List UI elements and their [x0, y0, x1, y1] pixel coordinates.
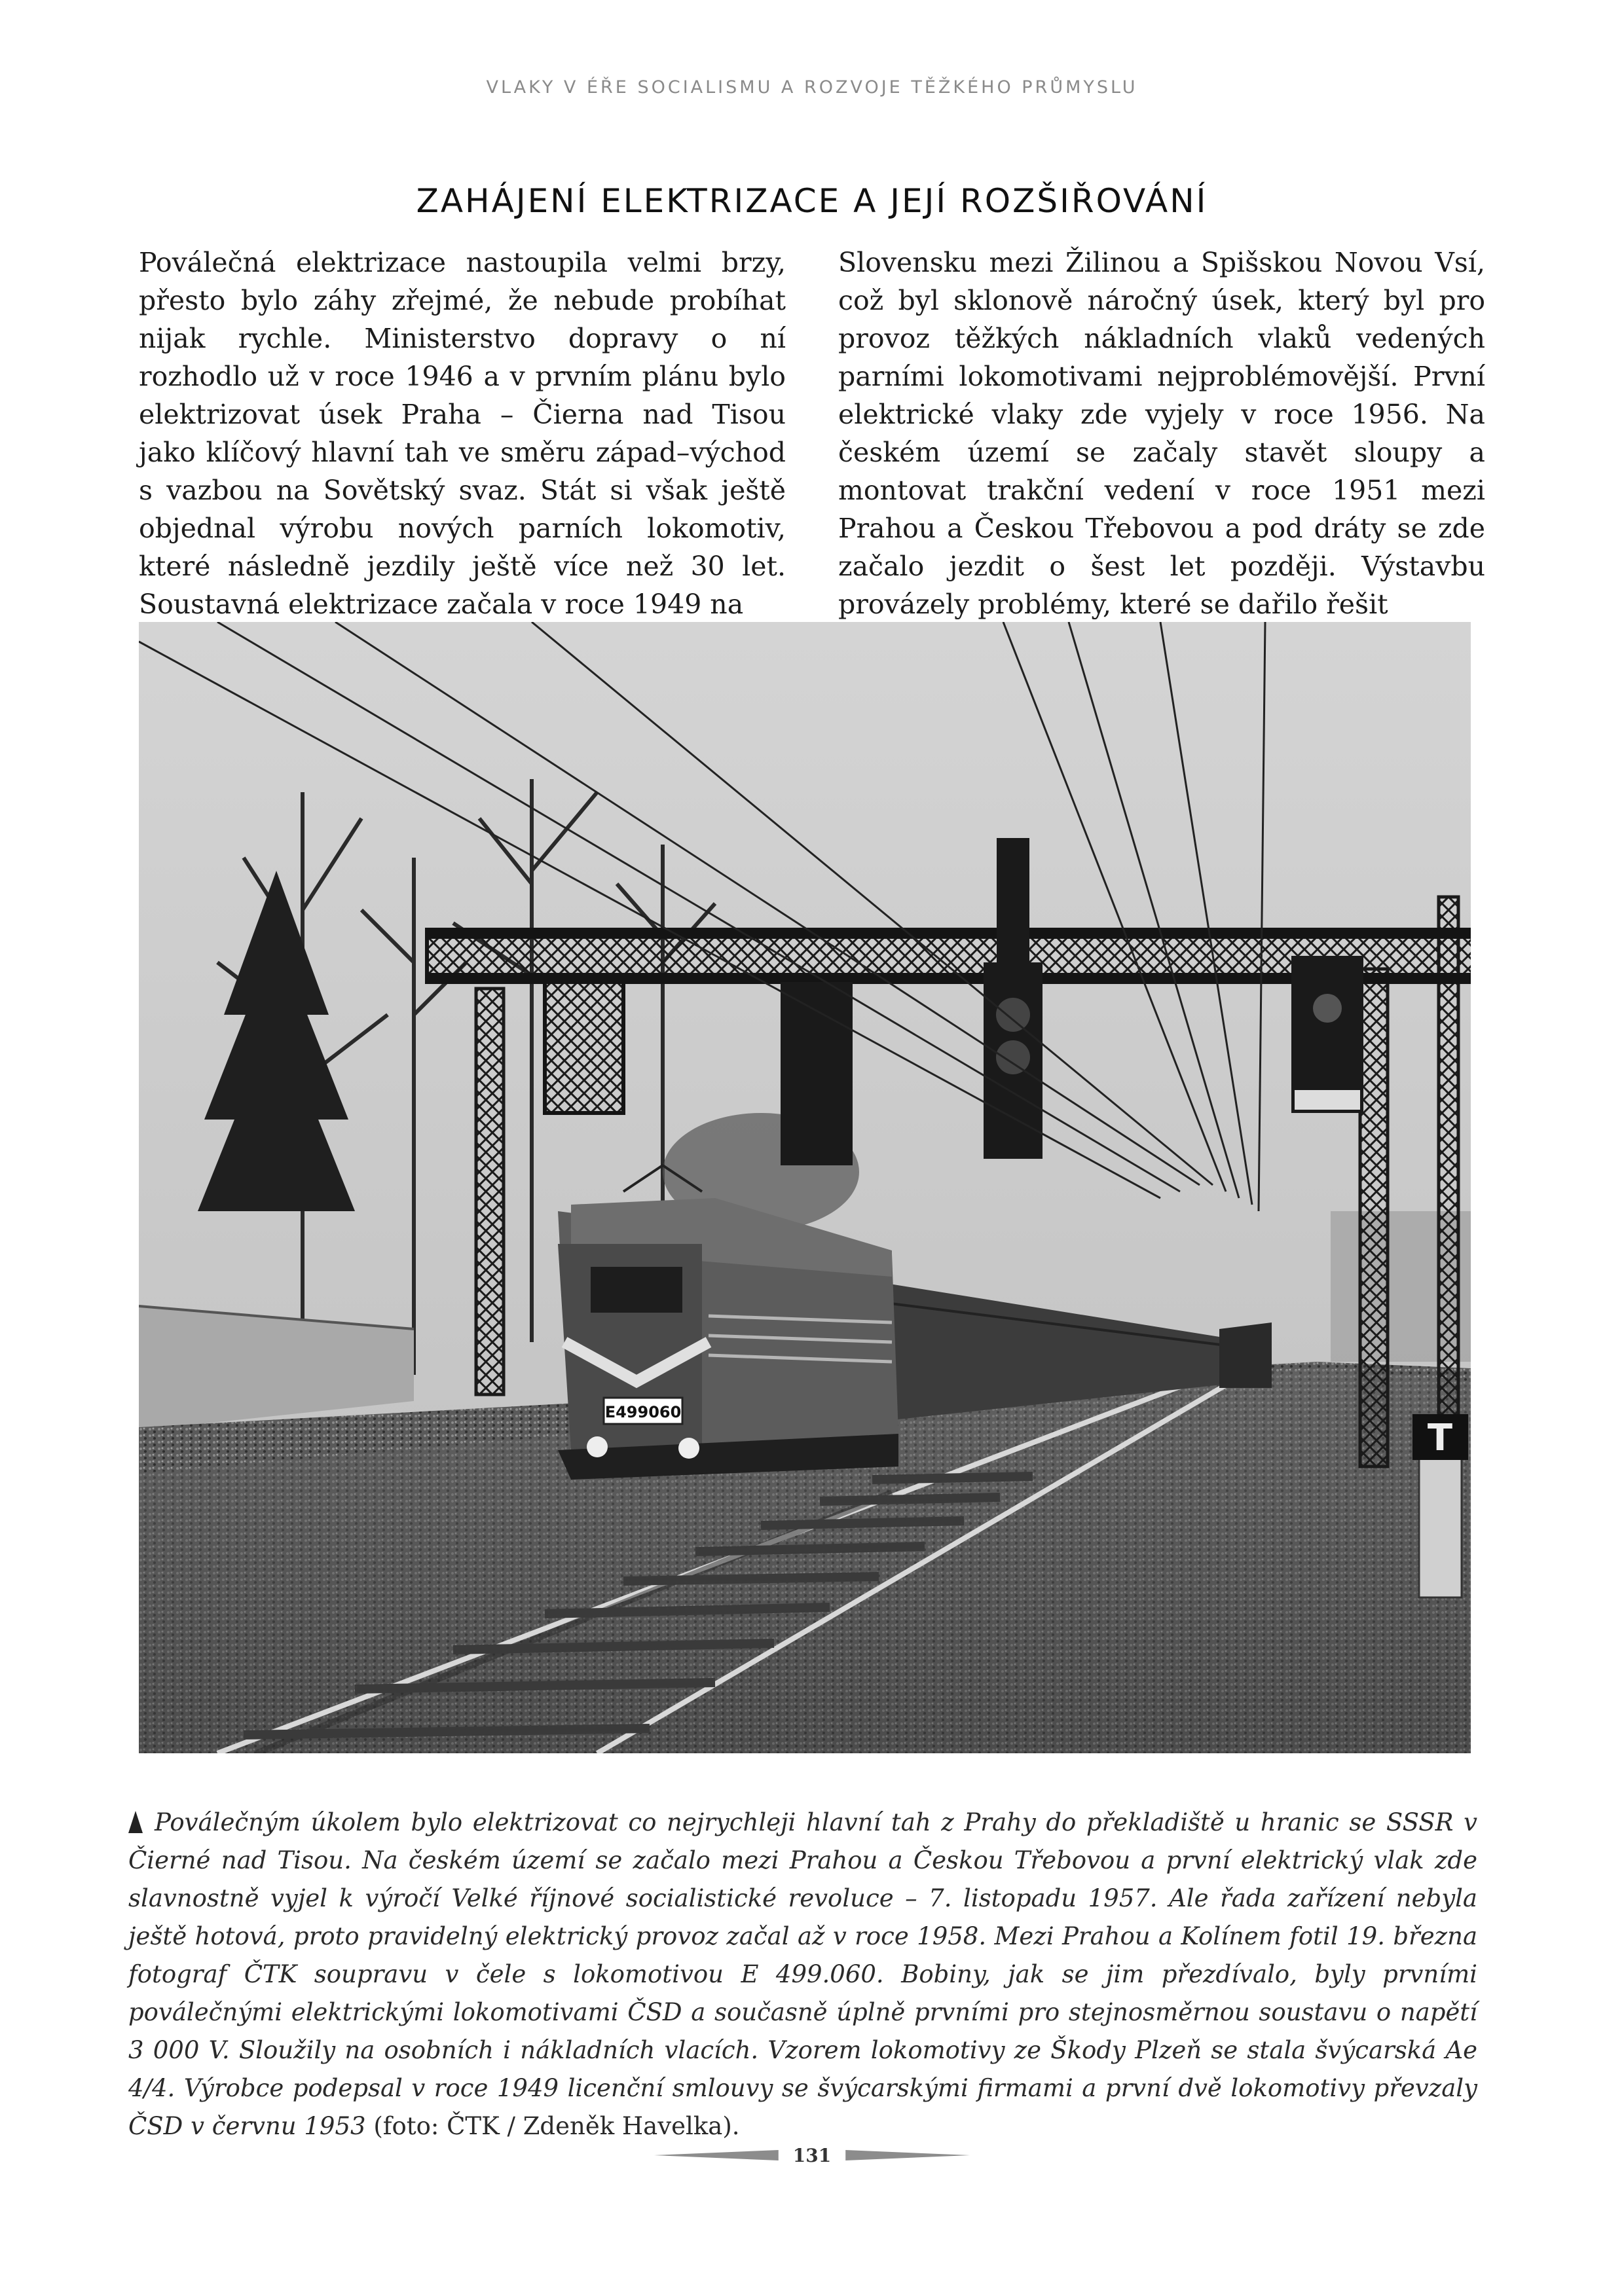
caption-text: Poválečným úkolem bylo elektrizovat co nejrychleji hlavní tah z Prahy do překladiště u hranic se SSSR v Čierné nad Tisou. Na českém území se začalo mezi Prahou a Českou Třebovou a první elektrický vlak zde slavnostně vyjel k výročí Velké říjnové socialistické revoluce – 7. listopadu 1957. Ale řada zařízení nebyla ještě hotová, proto pravidelný elektrický provoz začal až v roce 1958. Mezi Prahou a Kolínem fotil 19. března fotograf ČTK soupravu v čele s lokomotivou E 499.060. Bobiny, jak se jim přezdívalo, byly prvními poválečnými elektrickými lokomotivami ČSD a současně úplně prvními pro stejnosměrnou soustavu o napětí 3 000 V. Sloužily na osobních i nákladních vlacích. Vzorem lokomotivy ze Škody Plzeň se stala švýcarská Ae 4/4. Výrobce podepsal v roce 1949 licenční smlouvy se švýcarskými firmami a první dvě lokomotivy převzaly ČSD v červnu 1953: [128, 1808, 1477, 2140]
page-footer: [0, 2141, 1624, 2170]
photo-caption: [128, 1804, 1477, 2145]
body-text: [139, 244, 1485, 620]
folio-ornament-left: [654, 2150, 779, 2160]
folio-ornament-right: [845, 2150, 970, 2160]
trackside-sign: T: [1427, 1417, 1453, 1459]
running-head: VLAKY V ÉŘE SOCIALISMU A ROZVOJE TĚŽKÉHO PRŮMYSLU: [486, 77, 1138, 98]
chapter-title: ZAHÁJENÍ ELEKTRIZACE A JEJÍ ROZŠIŘOVÁNÍ: [416, 181, 1208, 220]
train-photo: [139, 622, 1471, 1753]
locomotive-number-plate: E499060: [604, 1403, 682, 1421]
column-right: [838, 244, 1485, 620]
page-number: 131: [792, 2144, 832, 2166]
caption-marker-icon: [128, 1811, 143, 1833]
paragraph-left: Poválečná elektrizace nastoupila velmi brzy, přesto bylo záhy zřejmé, že nebude probíhat nijak rychle. Ministerstvo dopravy o ní rozhodlo už v roce 1946 a v prvním plánu bylo elektrizovat úsek Praha – Čierna nad Tisou jako klíčový hlavní tah ve směru západ–východ s vazbou na Sovětský svaz. Stát si však ještě objednal výrobu nových parních lokomotiv, které následně jezdily ještě více než 30 let. Soustavná elektrizace začala v roce 1949 na: [139, 247, 786, 620]
column-left: [139, 244, 786, 620]
photo-credit: (foto: ČTK / Zdeněk Havelka).: [373, 2112, 740, 2140]
paragraph-right: Slovensku mezi Žilinou a Spišskou Novou Vsí, což byl sklonově náročný úsek, který byl pro provoz těžkých nákladních vlaků vedených parními lokomotivami nejproblémovější. První elektrické vlaky zde vyjely v roce 1956. Na českém území se začaly stavět sloupy a montovat trakční vedení v roce 1951 mezi Prahou a Českou Třebovou a pod dráty se zde začalo jezdit o šest let později. Výstavbu provázely problémy, které se dařilo řešit: [838, 247, 1485, 620]
